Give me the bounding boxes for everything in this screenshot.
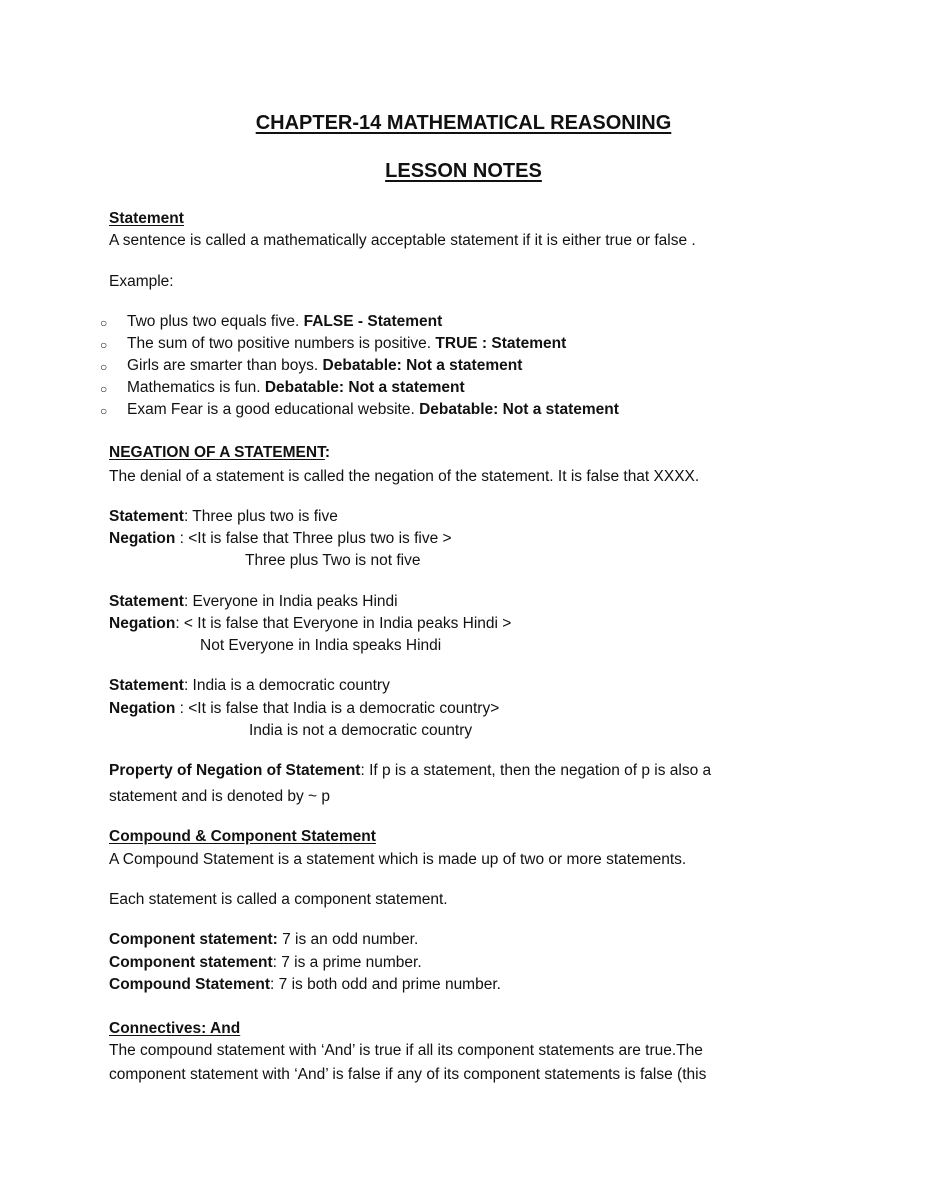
connectives-line-1: The compound statement with ‘And’ is true if all its component statements are true.The bbox=[109, 1042, 703, 1059]
property-label: Property of Negation of Statement bbox=[109, 762, 361, 779]
component-text: 7 is an odd number. bbox=[277, 931, 419, 948]
example-item bbox=[127, 400, 619, 420]
component-text: : 7 is a prime number. bbox=[272, 954, 422, 971]
negation-text: : <It is false that Three plus two is five > bbox=[175, 530, 452, 547]
statement-line bbox=[109, 592, 398, 612]
bullet-marker: ○ bbox=[100, 382, 108, 396]
example-verdict: TRUE : Statement bbox=[435, 335, 567, 352]
negation-result: Three plus Two is not five bbox=[245, 552, 421, 569]
negation-heading: NEGATION OF A STATEMENT bbox=[109, 444, 325, 461]
example-item bbox=[127, 334, 566, 354]
compound-text: : 7 is both odd and prime number. bbox=[270, 976, 501, 993]
statement-definition: A sentence is called a mathematically acceptable statement if it is either true or false . bbox=[109, 232, 696, 249]
negation-text: : < It is false that Everyone in India peaks Hindi > bbox=[175, 615, 512, 632]
negation-result: India is not a democratic country bbox=[249, 722, 473, 739]
example-verdict: Debatable: Not a statement bbox=[322, 357, 523, 374]
negation-text: : <It is false that India is a democratic country> bbox=[175, 700, 500, 717]
connectives-heading: Connectives: And bbox=[109, 1020, 241, 1037]
property-text: : If p is a statement, then the negation of p is also a bbox=[360, 762, 712, 779]
compound-label: Compound Statement bbox=[109, 976, 271, 993]
lesson-notes-heading: LESSON NOTES bbox=[385, 160, 542, 182]
statement-label: Statement bbox=[109, 508, 184, 525]
negation-label: Negation bbox=[109, 615, 176, 632]
component-label: Component statement: bbox=[109, 931, 278, 948]
example-verdict: Debatable: Not a statement bbox=[264, 379, 465, 396]
bullet-marker: ○ bbox=[100, 316, 108, 330]
statement-line bbox=[109, 507, 338, 527]
negation-label: Negation bbox=[109, 530, 176, 547]
statement-heading: Statement bbox=[109, 210, 184, 227]
example-item bbox=[127, 356, 522, 376]
negation-heading-colon: : bbox=[324, 444, 331, 461]
negation-line bbox=[109, 529, 452, 549]
compound-definition: A Compound Statement is a statement which is made up of two or more statements. bbox=[109, 851, 687, 868]
statement-line bbox=[109, 676, 390, 696]
negation-line bbox=[109, 614, 511, 634]
statement-label: Statement bbox=[109, 677, 184, 694]
component-definition: Each statement is called a component statement. bbox=[109, 891, 448, 908]
negation-heading-line bbox=[109, 443, 330, 463]
bullet-marker: ○ bbox=[100, 404, 108, 418]
property-line bbox=[109, 761, 711, 781]
example-verdict: Debatable: Not a statement bbox=[419, 401, 619, 418]
statement-label: Statement bbox=[109, 593, 184, 610]
chapter-title: CHAPTER-14 MATHEMATICAL REASONING bbox=[255, 112, 672, 134]
bullet-marker: ○ bbox=[100, 338, 108, 352]
component-label: Component statement bbox=[109, 954, 273, 971]
connectives-line-2: component statement with ‘And’ is false if any of its component statements is false (this bbox=[109, 1066, 707, 1083]
example-text: Exam Fear is a good educational website. bbox=[127, 401, 420, 418]
statement-text: : India is a democratic country bbox=[183, 677, 390, 694]
statement-text: : Three plus two is five bbox=[183, 508, 338, 525]
negation-definition: The denial of a statement is called the negation of the statement. It is false that XXXX. bbox=[109, 468, 700, 485]
negation-label: Negation bbox=[109, 700, 176, 717]
component-line bbox=[109, 953, 422, 973]
example-text: The sum of two positive numbers is positive. bbox=[127, 335, 436, 352]
property-line-2: statement and is denoted by ~ p bbox=[109, 788, 331, 805]
compound-line bbox=[109, 975, 501, 995]
negation-line bbox=[109, 699, 499, 719]
example-verdict: FALSE - Statement bbox=[303, 313, 443, 330]
bullet-marker: ○ bbox=[100, 360, 108, 374]
example-text: Two plus two equals five. bbox=[127, 313, 304, 330]
example-text: Girls are smarter than boys. bbox=[127, 357, 323, 374]
component-line bbox=[109, 930, 418, 950]
example-text: Mathematics is fun. bbox=[127, 379, 265, 396]
statement-text: : Everyone in India peaks Hindi bbox=[183, 593, 398, 610]
example-item bbox=[127, 312, 442, 332]
example-item bbox=[127, 378, 465, 398]
negation-result: Not Everyone in India speaks Hindi bbox=[200, 637, 442, 654]
example-label: Example: bbox=[109, 273, 174, 290]
compound-heading: Compound & Component Statement bbox=[109, 828, 376, 845]
